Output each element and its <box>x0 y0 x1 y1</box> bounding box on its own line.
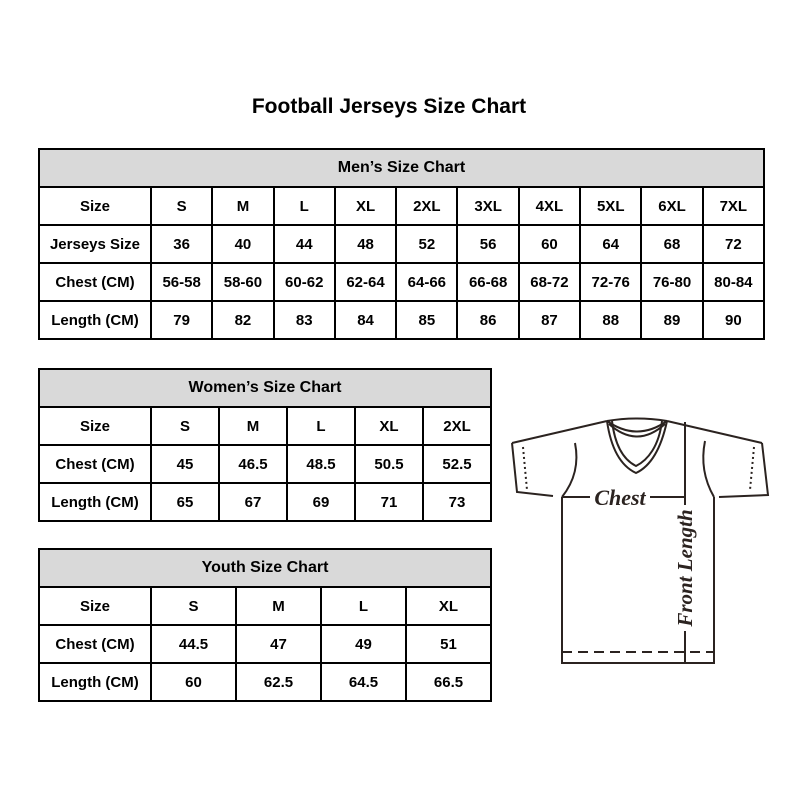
value-cell: 56 <box>457 225 518 263</box>
value-cell: 79 <box>151 301 212 339</box>
value-cell: 64 <box>580 225 641 263</box>
row-label-cell: Size <box>39 187 151 225</box>
table-row <box>39 263 764 301</box>
value-cell: 52.5 <box>423 445 491 483</box>
value-cell: 4XL <box>519 187 580 225</box>
value-cell: 66-68 <box>457 263 518 301</box>
value-cell: M <box>236 587 321 625</box>
table-row <box>39 301 764 339</box>
value-cell: 48 <box>335 225 396 263</box>
table-row <box>39 445 491 483</box>
value-cell: 3XL <box>457 187 518 225</box>
value-cell: 48.5 <box>287 445 355 483</box>
value-cell: 87 <box>519 301 580 339</box>
value-cell: 52 <box>396 225 457 263</box>
value-cell: 72-76 <box>580 263 641 301</box>
jersey-measurement-diagram <box>503 413 773 669</box>
youth-size-chart-table <box>38 548 492 702</box>
jersey-shoulder-right <box>667 421 762 443</box>
value-cell: 90 <box>703 301 764 339</box>
value-cell: 6XL <box>641 187 702 225</box>
value-cell: XL <box>406 587 491 625</box>
row-label-cell: Size <box>39 587 151 625</box>
value-cell: 68-72 <box>519 263 580 301</box>
value-cell: 69 <box>287 483 355 521</box>
jersey-sleeve-right <box>719 443 768 497</box>
value-cell: 46.5 <box>219 445 287 483</box>
row-label-cell: Chest (CM) <box>39 445 151 483</box>
value-cell: 2XL <box>423 407 491 445</box>
value-cell: L <box>287 407 355 445</box>
table-title: Youth Size Chart <box>39 549 491 587</box>
jersey-sleeve-left <box>512 443 553 496</box>
page-title: Football Jerseys Size Chart <box>251 95 527 118</box>
jersey-collar-top <box>607 419 667 422</box>
value-cell: 44 <box>274 225 335 263</box>
value-cell: 44.5 <box>151 625 236 663</box>
table-row <box>39 663 491 701</box>
value-cell: 5XL <box>580 187 641 225</box>
front-length-label: Front Length <box>673 509 697 627</box>
jersey-armhole-right <box>703 441 714 497</box>
row-label-cell: Size <box>39 407 151 445</box>
value-cell: 88 <box>580 301 641 339</box>
value-cell: 7XL <box>703 187 764 225</box>
row-label-cell: Jerseys Size <box>39 225 151 263</box>
womens-size-chart-table <box>38 368 492 522</box>
table-row <box>39 625 491 663</box>
row-label-cell: Chest (CM) <box>39 625 151 663</box>
value-cell: 60 <box>151 663 236 701</box>
value-cell: 68 <box>641 225 702 263</box>
value-cell: 67 <box>219 483 287 521</box>
value-cell: 76-80 <box>641 263 702 301</box>
chest-label: Chest <box>594 485 646 510</box>
value-cell: S <box>151 407 219 445</box>
table-title: Men’s Size Chart <box>39 149 764 187</box>
value-cell: 65 <box>151 483 219 521</box>
value-cell: 84 <box>335 301 396 339</box>
mens-size-chart-table <box>38 148 765 340</box>
value-cell: 36 <box>151 225 212 263</box>
value-cell: 89 <box>641 301 702 339</box>
table-row <box>39 225 764 263</box>
value-cell: S <box>151 187 212 225</box>
value-cell: 56-58 <box>151 263 212 301</box>
row-label-cell: Length (CM) <box>39 483 151 521</box>
value-cell: M <box>212 187 273 225</box>
value-cell: 2XL <box>396 187 457 225</box>
value-cell: 60-62 <box>274 263 335 301</box>
sleeve-seam-left <box>523 447 527 490</box>
value-cell: 64.5 <box>321 663 406 701</box>
value-cell: L <box>274 187 335 225</box>
value-cell: 62.5 <box>236 663 321 701</box>
value-cell: 85 <box>396 301 457 339</box>
value-cell: 40 <box>212 225 273 263</box>
row-label-cell: Chest (CM) <box>39 263 151 301</box>
value-cell: 47 <box>236 625 321 663</box>
value-cell: XL <box>355 407 423 445</box>
value-cell: L <box>321 587 406 625</box>
table-row <box>39 587 491 625</box>
value-cell: 80-84 <box>703 263 764 301</box>
value-cell: 73 <box>423 483 491 521</box>
jersey-armhole-left <box>562 443 576 497</box>
value-cell: 45 <box>151 445 219 483</box>
value-cell: 64-66 <box>396 263 457 301</box>
value-cell: 62-64 <box>335 263 396 301</box>
row-label-cell: Length (CM) <box>39 301 151 339</box>
value-cell: XL <box>335 187 396 225</box>
value-cell: 50.5 <box>355 445 423 483</box>
value-cell: S <box>151 587 236 625</box>
jersey-collar-rib-2 <box>609 424 665 437</box>
sleeve-seam-right <box>750 447 754 490</box>
value-cell: 86 <box>457 301 518 339</box>
value-cell: M <box>219 407 287 445</box>
value-cell: 66.5 <box>406 663 491 701</box>
table-row <box>39 483 491 521</box>
value-cell: 82 <box>212 301 273 339</box>
value-cell: 58-60 <box>212 263 273 301</box>
value-cell: 49 <box>321 625 406 663</box>
jersey-shoulder-left <box>512 421 607 443</box>
table-row <box>39 407 491 445</box>
value-cell: 72 <box>703 225 764 263</box>
value-cell: 51 <box>406 625 491 663</box>
value-cell: 83 <box>274 301 335 339</box>
value-cell: 60 <box>519 225 580 263</box>
table-row <box>39 187 764 225</box>
row-label-cell: Length (CM) <box>39 663 151 701</box>
table-title: Women’s Size Chart <box>39 369 491 407</box>
value-cell: 71 <box>355 483 423 521</box>
